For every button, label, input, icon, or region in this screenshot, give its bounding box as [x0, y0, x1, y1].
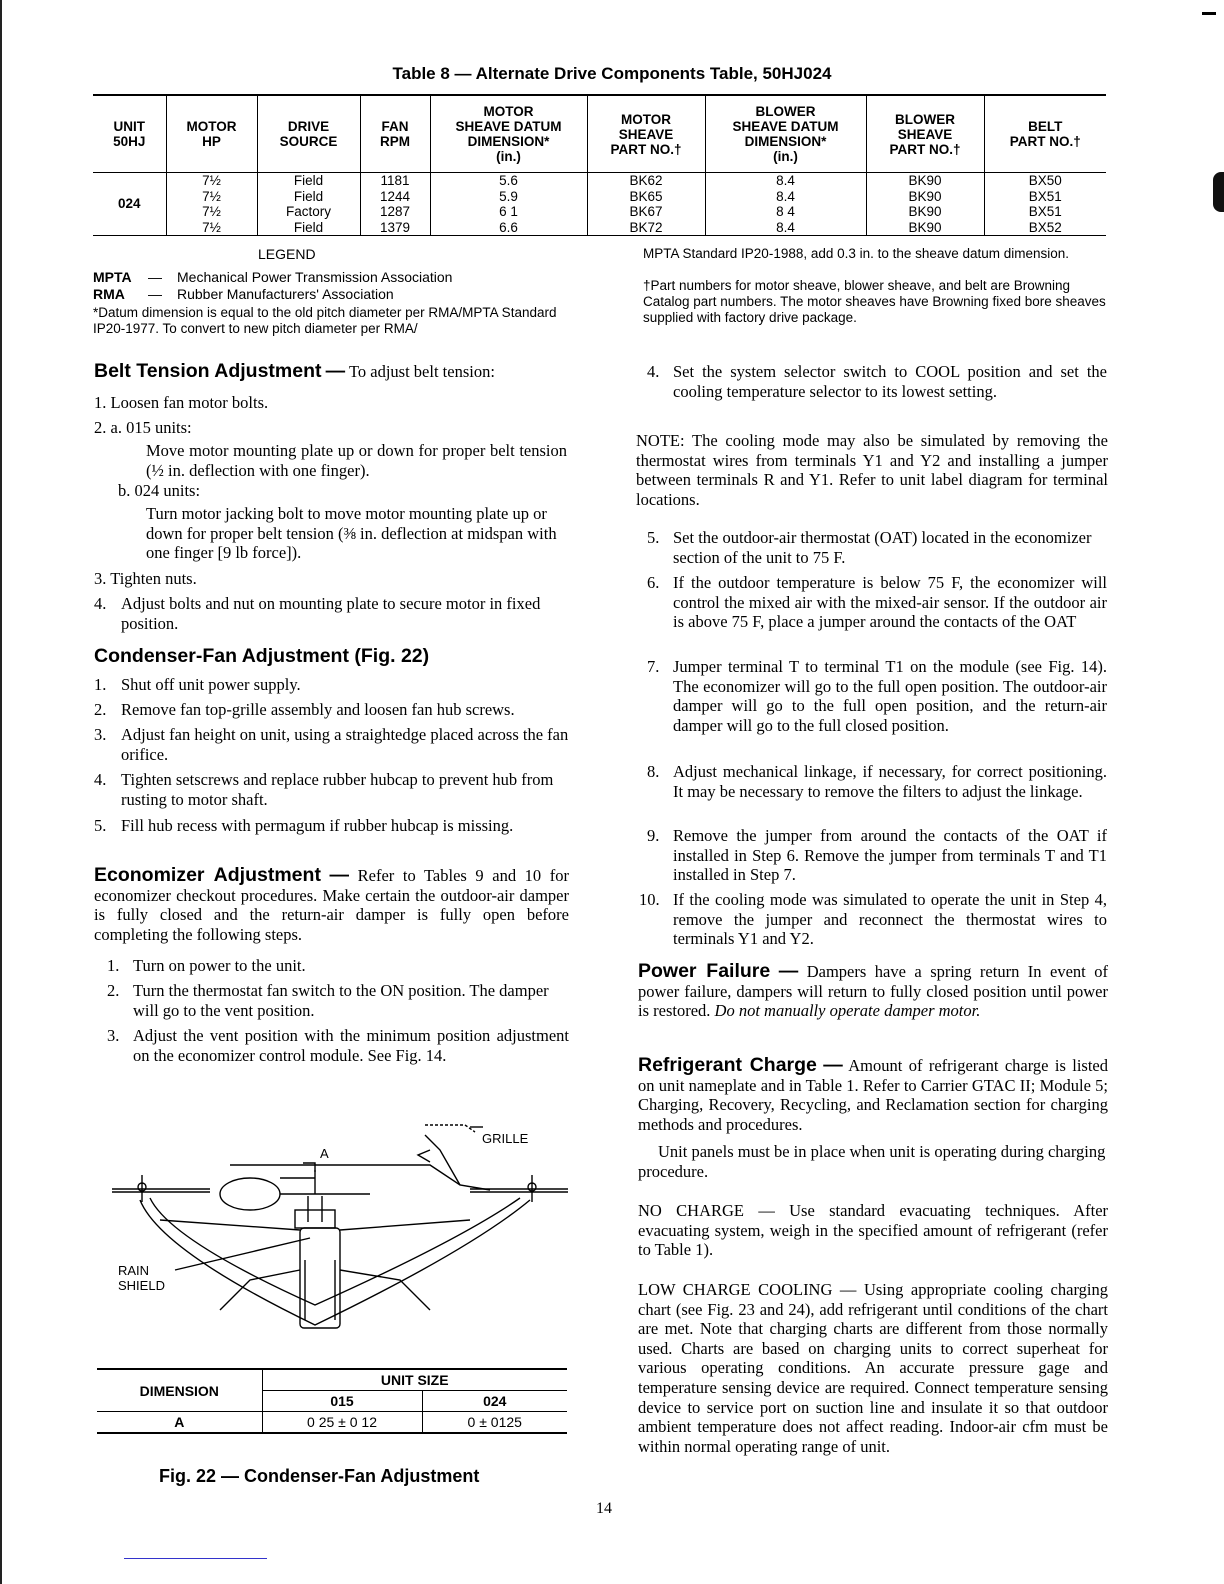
economizer-paragraph: Economizer Adjustment — Refer to Tables 9 and 10 for economizer checkout procedures. Make certain the outdoor-air damper is fully closed and the return-air damper is fully open before completing the following steps. — [94, 864, 569, 944]
power-failure-paragraph: Power Failure — Dampers have a spring return In event of power failure, dampers will return to fully closed position until power is restored. Do not manually operate damper motor. — [638, 960, 1108, 1021]
list-item: 2. Turn the thermostat fan switch to the ON position. The damper will go to the vent position. — [107, 981, 549, 1020]
legend-title: LEGEND — [258, 246, 316, 262]
list-item: 6. If the outdoor temperature is below 75 F, the economizer will control the mixed air with the mixed-air sensor. If the outdoor air is above 75 F, place a jumper around the contacts of the OAT — [647, 573, 1107, 632]
drive-components-table — [93, 94, 1106, 236]
list-item: 4. Adjust bolts and nut on mounting plate to secure motor in fixed position. — [94, 594, 541, 633]
drive-source-cell: Field Field Factory Field — [257, 173, 360, 236]
belt-part-cell: BX50 BX51 BX51 BX52 — [984, 173, 1106, 236]
col-blower-datum: BLOWER SHEAVE DATUM DIMENSION* (in.) — [705, 95, 866, 173]
scan-mark-edge — [1213, 172, 1224, 212]
low-charge-paragraph: LOW CHARGE COOLING — Using appropriate cooling charging chart (see Fig. 23 and 24), add refrigerant until conditions of the chart are met. Note that charging charts are different from those normally used. Charts are based on charging units to correct superheat for various operating conditions. An accurate pressure gage and temperature sensing device are required. Connect temperature sensing device to service port on suction line and insulate it so that outdoor ambient temperature does not affect reading. Indoor-air cfm must be within normal operating range of unit. — [638, 1280, 1108, 1456]
dim-header: DIMENSION — [97, 1369, 262, 1412]
table-row — [93, 173, 1106, 236]
legend-rma: RMA — Rubber Manufacturers' Association — [93, 286, 394, 302]
footnote-datum: *Datum dimension is equal to the old pitch diameter per RMA/MPTA Standard IP20-1977. To convert to new pitch diameter per RMA/ — [93, 305, 557, 336]
list-item: b. 024 units: — [118, 481, 201, 500]
table-header-row — [93, 95, 1106, 173]
col-motor-part: MOTOR SHEAVE PART NO.† — [587, 95, 705, 173]
label-rain: RAIN — [118, 1263, 150, 1278]
scan-left-edge — [0, 0, 2, 1584]
list-item: 5. Set the outdoor-air thermostat (OAT) located in the economizer section of the unit to 75 F. — [647, 528, 1092, 567]
scan-bottom-line — [124, 1558, 267, 1559]
col-fan-rpm: FAN RPM — [360, 95, 430, 173]
footnote-mpta-standard: MPTA Standard IP20-1988, add 0.3 in. to the sheave datum dimension. — [643, 246, 1070, 261]
motor-datum-cell: 5.6 5.9 6 1 6.6 — [430, 173, 587, 236]
col-motor-hp: MOTOR HP — [166, 95, 257, 173]
col-belt-part: BELT PART NO.† — [984, 95, 1106, 173]
list-item: 4. Set the system selector switch to COOL position and set the cooling temperature selector to its lowest setting. — [647, 362, 1107, 401]
fan-rpm-cell: 1181 1244 1287 1379 — [360, 173, 430, 236]
list-item: 2. a. 015 units: — [94, 418, 192, 437]
belt-tension-paragraph: Belt Tension Adjustment — To adjust belt tension: — [94, 360, 495, 382]
label-shield: SHIELD — [118, 1278, 165, 1293]
economizer-heading: Economizer Adjustment — [94, 864, 321, 886]
list-item: 3. Tighten nuts. — [94, 569, 197, 588]
col-blower-part: BLOWER SHEAVE PART NO.† — [866, 95, 984, 173]
figure-caption: Fig. 22 — Condenser-Fan Adjustment — [159, 1466, 480, 1486]
legend-mpta: MPTA — Mechanical Power Transmission Association — [93, 269, 453, 285]
motor-hp-cell: 7½ 7½ 7½ 7½ — [166, 173, 257, 236]
list-item: 1. Shut off unit power supply. — [94, 675, 301, 694]
col-015: 015 — [262, 1391, 422, 1412]
belt-tension-heading: Belt Tension Adjustment — [94, 360, 322, 382]
list-item: 3. Adjust the vent position with the minimum position adjustment on the economizer control module. See Fig. 14. — [107, 1026, 569, 1065]
list-item: 5. Fill hub recess with permagum if rubber hubcap is missing. — [94, 816, 514, 835]
condenser-fan-diagram — [100, 1110, 580, 1365]
list-item: 2. Remove fan top-grille assembly and loosen fan hub screws. — [94, 700, 515, 719]
page-number: 14 — [596, 1500, 612, 1517]
scan-mark-top — [1202, 12, 1216, 15]
table-title: Table 8 — Alternate Drive Components Table, 50HJ024 — [392, 64, 832, 83]
list-item: 10. If the cooling mode was simulated to operate the unit in Step 4, remove the jumper and reconnect the thermostat wires to terminals Y1 and Y2. — [639, 890, 1107, 949]
dim-header-row — [97, 1369, 567, 1391]
list-item: 8. Adjust mechanical linkage, if necessary, for correct positioning. It may be necessary to remove the filters to adjust the linkage. — [647, 762, 1107, 801]
col-drive-source: DRIVE SOURCE — [257, 95, 360, 173]
motor-part-cell: BK62 BK65 BK67 BK72 — [587, 173, 705, 236]
condenser-heading: Condenser-Fan Adjustment (Fig. 22) — [94, 645, 430, 667]
power-failure-heading: Power Failure — [638, 960, 771, 982]
list-item: 7. Jumper terminal T to terminal T1 on the module (see Fig. 14). The economizer will go to the full open position. The outdoor-air damper will go to the full open position, and the return-air damper will go to the full closed position. — [647, 657, 1107, 735]
list-item: 1. Turn on power to the unit. — [107, 956, 306, 975]
list-item: Turn motor jacking bolt to move motor mounting plate up or down for proper belt tension (⅜ in. deflection at midspan with one finger [9 lb force]). — [146, 504, 557, 563]
dimension-table — [97, 1368, 567, 1434]
refrigerant-charge-heading: Refrigerant Charge — [638, 1054, 817, 1076]
list-item: 1. Loosen fan motor bolts. — [94, 393, 269, 412]
list-item: 9. Remove the jumper from around the contacts of the OAT if installed in Step 6. Remove the jumper from terminals T and T1 installed in Step 7. — [647, 826, 1107, 885]
unit-panels-paragraph: Unit panels must be in place when unit is operating during charging procedure. — [638, 1142, 1106, 1181]
note-paragraph: NOTE: The cooling mode may also be simulated by removing the thermostat wires from terminals Y1 and Y2 and installing a jumper between terminals R and Y1. Refer to unit label diagram for terminal locations. — [636, 431, 1108, 509]
blower-datum-cell: 8.4 8.4 8 4 8.4 — [705, 173, 866, 236]
no-charge-paragraph: NO CHARGE — Use standard evacuating techniques. After evacuating system, weigh in the specified amount of refrigerant (refer to Table 1). — [638, 1201, 1109, 1260]
col-024: 024 — [483, 1393, 507, 1409]
list-item: 4. Tighten setscrews and replace rubber hubcap to prevent hub from rusting to motor shaft. — [94, 770, 554, 809]
refrigerant-charge-paragraph: Refrigerant Charge — Amount of refrigerant charge is listed on unit nameplate and in Table 1. Refer to Carrier GTAC II; Module 5; Charging, Recovery, Recycling, and Reclamation section for charging methods and procedures. — [638, 1054, 1109, 1134]
col-unit: UNIT 50HJ — [93, 95, 166, 173]
label-grille: GRILLE — [482, 1131, 529, 1146]
blower-part-cell: BK90 BK90 BK90 BK90 — [866, 173, 984, 236]
unit-size-header: UNIT SIZE — [262, 1369, 567, 1391]
label-a: A — [320, 1146, 329, 1161]
list-item: Move motor mounting plate up or down for proper belt tension (½ in. deflection with one finger). — [146, 441, 567, 480]
table-row: A 0 25 ± 0 12 0 ± 0125 — [97, 1412, 567, 1434]
col-motor-datum: MOTOR SHEAVE DATUM DIMENSION* (in.) — [430, 95, 587, 173]
unit-cell: 024 — [117, 196, 141, 212]
footnote-part-numbers: †Part numbers for motor sheave, blower sheave, and belt are Browning Catalog part numbers. The motor sheaves have Browning fixed bore sheaves supplied with factory drive package. — [643, 278, 1106, 325]
list-item: 3. Adjust fan height on unit, using a straightedge placed across the fan orifice. — [94, 725, 569, 764]
